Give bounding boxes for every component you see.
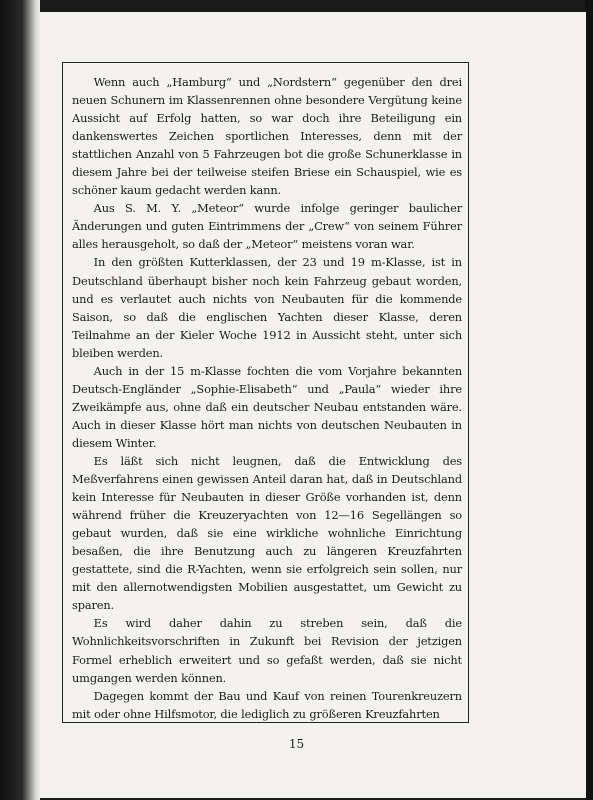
paragraph: Es wird daher dahin zu streben sein, daß die Wohnlichkeitsvorschriften in Zukunft bei Revision der jetzigen Formel erheblich erweitert und so gefaßt werden, daß sie nicht umgangen werden können. (72, 616, 462, 685)
body-text (72, 73, 462, 723)
paragraph: Dagegen kommt der Bau und Kauf von reinen Tourenkreuzern mit oder ohne Hilfsmotor, die lediglich zu größeren Kreuzfahrten (72, 688, 462, 721)
paragraph: Auch in der 15 m-Klasse fochten die vom Vorjahre bekannten Deutsch-Engländer „Sophie-Elisabeth“ und „Paula“ wieder ihre Zweikämpfe aus, ohne daß ein deutscher Neubau entstanden wäre. Auch in dieser Klasse hört man nichts von deutschen Neubauten in diesem Winter. (72, 363, 462, 450)
paragraph: Es läßt sich nicht leugnen, daß die Entwicklung des Meßverfahrens einen gewissen Anteil daran hat, daß in Deutschland kein Interesse für Neubauten in dieser Größe vorhanden ist, denn während früher die Kreuzeryachten von 12—16 Segellängen so gebaut wurden, daß sie eine wirkliche wohnliche Einrichtung besaßen, die ihre Benutzung auch zu längeren Kreuzfahrten gestattete, sind die R-Yachten, wenn sie erfolgreich sein sollen, nur mit den allernotwendigsten Mobilien ausgestattet, um Gewicht zu sparen. (72, 453, 462, 613)
paragraph: Wenn auch „Hamburg“ und „Nordstern“ gegenüber den drei neuen Schunern im Klassenrennen ohne besondere Vergütung keine Aussicht auf Erfolg hatten, so war doch ihre Beteiligung ein dankenswertes Zeichen sportlichen Interesses, denn mit der stattlichen Anzahl von 5 Fahrzeugen bot die große Schunerklasse in diesem Jahre bei der teilweise steifen Briese ein Schauspiel, wie es schöner kaum gedacht werden kann. (72, 75, 462, 198)
paragraph: In den größten Kutterklassen, der 23 und 19 m-Klasse, ist in Deutschland überhaupt bisher noch kein Fahrzeug gebaut worden, und es verlautet auch nichts von Neubauten für die kommende Saison, so daß die englischen Yachten dieser Klasse, deren Teilnahme an der Kieler Woche 1912 in Aussicht steht, unter sich bleiben werden. (72, 255, 462, 360)
page-number: 15 (288, 737, 305, 751)
binding-shadow (0, 0, 40, 800)
paragraph: Aus S. M. Y. „Meteor“ wurde infolge geringer baulicher Änderungen und guten Eintrimmens der „Crew“ von seinem Führer alles herausgeholt, so daß der „Meteor“ meistens voran war. (72, 201, 462, 252)
scan-edge (585, 0, 593, 800)
